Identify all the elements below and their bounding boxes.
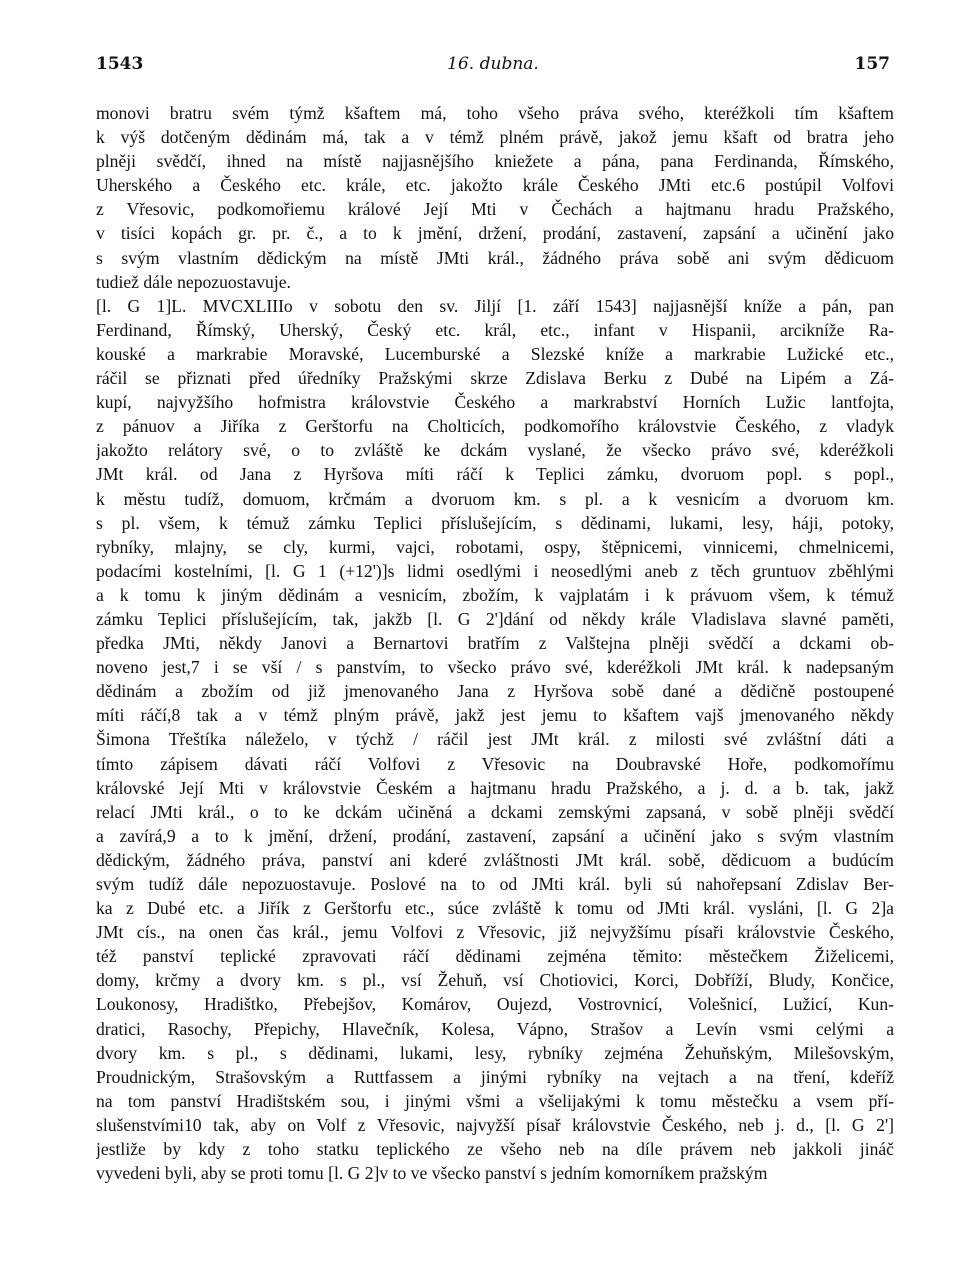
text-line: [l. G 1]L. MVCXLIIIo v sobotu den sv. Jiljí [1. září 1543] najjasnější kníže a pán, pan <box>96 295 894 316</box>
text-line: královské Její Mti v královstvie Českém a hajtmanu hradu Pražského, a j. d. a b. tak, jakž <box>96 777 894 798</box>
text-line: dvory km. s pl., s dědinami, lukami, lesy, rybníky zejména Žehuňským, Milešovským, <box>96 1042 894 1063</box>
text-line: domy, krčmy a dvory km. s pl., vsí Žehuň, vsí Chotiovici, Korci, Dobříží, Bludy, Končice, <box>96 970 894 991</box>
text-line: plněji svědčí, ihned na místě najjasnějšího kniežete a pána, pana Ferdinanda, Římského, <box>96 151 894 172</box>
text-line: v tisíci kopách gr. pr. č., a to k jmění, držení, prodání, zastavení, zapsání a učinění jako <box>96 223 894 244</box>
text-line: tudiež dále nepozuostavuje. <box>96 271 291 292</box>
text-line: zámku Teplici příslušejícím, tak, jakžb [l. G 2']dání od někdy krále Vladislava slavné paměti, <box>96 608 894 629</box>
header-date: 16. dubna. <box>447 54 539 74</box>
text-line: z pánuov a Jiříka z Gerštorfu na Cholticích, podkomořího královstvie Českého, z vladyk <box>96 416 894 437</box>
body-text <box>96 101 894 1185</box>
text-line: Proudnickým, Strašovským a Ruttfassem a jinými rybníky na vejtach a na tření, kdeříž <box>96 1066 894 1087</box>
text-line: vyvedeni byli, aby se proti tomu [l. G 2]v to ve všecko panství s jedním komorníkem pražským <box>96 1163 768 1184</box>
header-year: 1543 <box>96 54 144 74</box>
text-line: dratici, Rasochy, Přepichy, Hlavečník, Kolesa, Vápno, Strašov a Levín vsmi celými a <box>96 1018 894 1039</box>
text-line: jakožto relátory své, o to zvláště ke dckám vyslané, že všecko právo své, kderéžkoli <box>96 440 894 461</box>
text-line: rybníky, mlajny, se cly, kurmi, vajci, robotami, ospy, štěpnicemi, vinnicemi, chmelnicemi, <box>96 536 894 557</box>
text-line: JMt cís., na onen čas král., jemu Volfovi z Vřesovic, již nejvyžšímu písaři královstvie Českého, <box>96 922 894 943</box>
text-line: Šimona Třeštíka náleželo, v týchž / ráčil jest JMt král. z milosti své zvláštní dáti a <box>96 729 894 750</box>
text-line: podacími kostelními, [l. G 1 (+12')]s lidmi osedlými i neosedlými aneb z těch gruntuov zběhlými <box>96 560 894 581</box>
text-line: kupí, najvyžšího hofmistra královstvie Českého a markrabství Horních Lužic lantfojta, <box>96 392 894 413</box>
text-line: a zavírá,9 a to k jmění, držení, prodání, zastavení, zapsání a učinění jako s svým vlastním <box>96 825 894 846</box>
text-line: míti ráčí,8 tak a v témž plným právě, jakž jest jemu to kšaftem vajš jmenovaného někdy <box>96 705 894 726</box>
text-line: Ferdinand, Římský, Uherský, Český etc. král, etc., infant v Hispanii, arcikníže Ra- <box>96 319 894 340</box>
text-line: k výš dotčeným dědinám má, tak a v témž plném právě, jakož jemu kšaft od bratra jeho <box>96 127 894 148</box>
text-line: dědickým, žádného práva, panství ani kderé zvláštnosti JMt král. sobě, dědicuom a budúcím <box>96 849 894 870</box>
text-line: ka z Dubé etc. a Jiřík z Gerštorfu etc., súce zvláště k tomu od JMti král. vysláni, [l. G 2]a <box>96 898 894 919</box>
text-line: tímto zápisem dávati ráčí Volfovi z Vřesovic na Doubravské Hoře, podkomořímu <box>96 753 894 774</box>
text-line: a k tomu k jiným dědinám a vesnicím, zbožím, k vajplatám i k právuom všem, k témuž <box>96 584 894 605</box>
text-line: dědinám a zbožím od již jmenovaného Jana z Hyršova sobě dané a dědičně postoupené <box>96 681 894 702</box>
text-line: noveno jest,7 i se vší / s panstvím, to všecko právo své, kderéžkoli JMt král. k nadepsaným <box>96 657 894 678</box>
text-line: s pl. všem, k témuž zámku Teplici příslušejícím, s dědinami, lukami, lesy, háji, potoky, <box>96 512 894 533</box>
text-line: monovi bratru svém týmž kšaftem má, toho všeho práva svého, kteréžkoli tím kšaftem <box>96 103 894 123</box>
text-line: předka JMti, někdy Janovi a Bernartovi bratřím z Valštejna plněji svědčí a dckami ob- <box>96 633 894 654</box>
text-line: Loukonosy, Hradištko, Přebejšov, Komárov, Oujezd, Vostrovnicí, Volešnicí, Lužicí, Kun- <box>96 994 894 1015</box>
text-line: s svým vlastním dědickým na místě JMti král., žádného práva sobě ani svým dědicuom <box>96 247 894 268</box>
text-line: Uherského a Českého etc. krále, etc. jakožto krále Českého JMti etc.6 postúpil Volfovi <box>96 175 894 196</box>
text-line: k městu tudíž, domuom, krčmám a dvoruom km. s pl. a k vesnicím a dvoruom km. <box>96 488 894 509</box>
text-line: relací JMti král., o to ke dckám učiněná a dckami zemskými zapsaná, v sobě plněji svědčí <box>96 801 894 822</box>
text-line: z Vřesovic, podkomořiemu králové Její Mti v Čechách a hajtmanu hradu Pražského, <box>96 199 894 220</box>
text-line: JMt král. od Jana z Hyršova míti ráčí k Teplici zámku, dvoruom popl. s popl., <box>96 464 894 485</box>
text-line: kouské a markrabie Moravské, Lucemburské a Slezské kníže a markrabie Lužické etc., <box>96 343 894 364</box>
text-line: ráčil se přiznati před úředníky Pražskými skrze Zdislava Berku z Dubé na Lipém a Zá- <box>96 368 894 389</box>
text-line: též panství teplické zpravovati ráčí dědinami zejména těmito: městečkem Žiželicemi, <box>96 946 894 967</box>
text-line: jestliže by kdy z toho statku teplického ze všeho neb na díle právem neb jakkoli jináč <box>96 1139 894 1160</box>
text-line: slušenstvími10 tak, aby on Volf z Vřesovic, najvyžší písař královstvie Českého, neb j. d., [l. G 2'] <box>96 1114 894 1135</box>
running-head <box>96 52 890 76</box>
text-line: na tom panství Hradištském sou, i jinými všmi a všelijakými k tomu městečku a vsem pří- <box>96 1090 894 1111</box>
text-line: svým tudíž dále nepozuostavuje. Poslové na to od JMti král. byli sú nahořepsaní Zdislav Ber- <box>96 874 894 894</box>
page-number: 157 <box>854 54 890 74</box>
